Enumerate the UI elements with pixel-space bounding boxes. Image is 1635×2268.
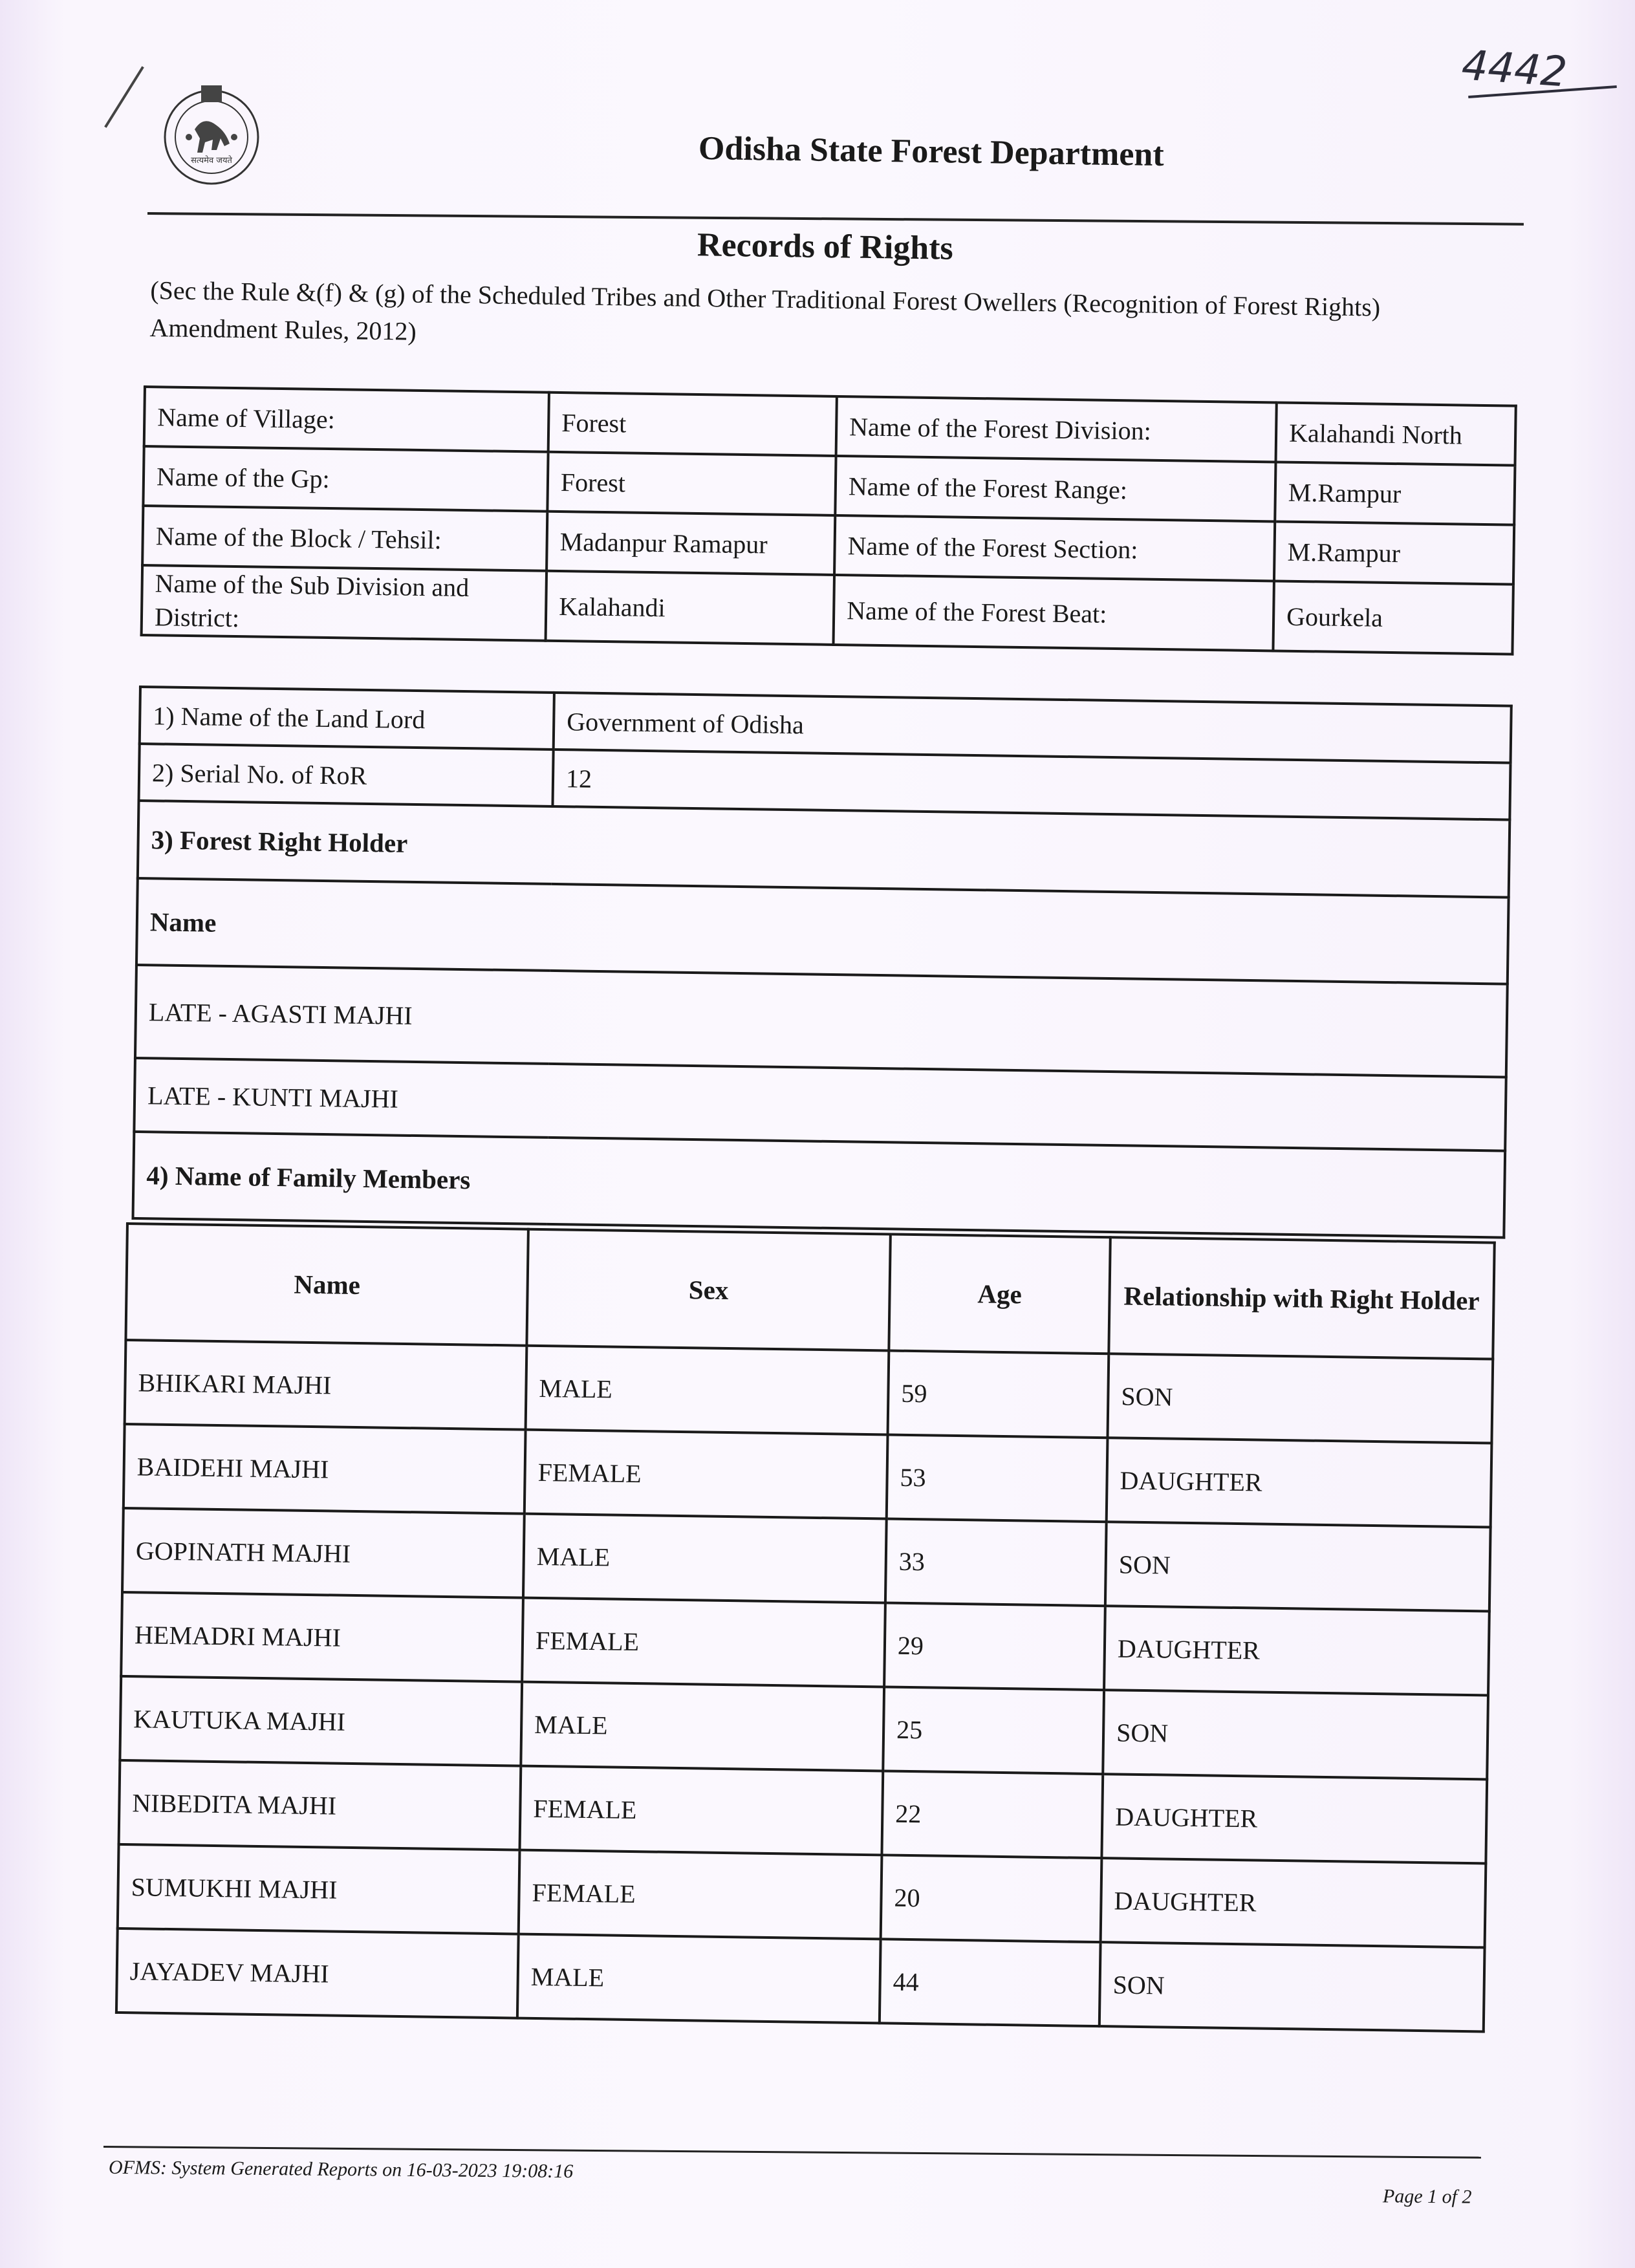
footer-rule: [103, 2146, 1481, 2159]
member-name: NIBEDITA MAJHI: [119, 1760, 521, 1850]
table-row: [133, 1132, 1505, 1238]
member-age: 59: [888, 1350, 1109, 1438]
member-sex: FEMALE: [525, 1430, 888, 1519]
member-sex: FEMALE: [520, 1766, 883, 1855]
member-name: BAIDEHI MAJHI: [124, 1424, 526, 1514]
rule-reference: (Sec the Rule &(f) & (g) of the Scheduled Tribes and Other Traditional Forest Owellers (Recognition of Forest Rights) Amendment Rules, 2012): [149, 275, 1381, 346]
column-header-sex: Sex: [526, 1229, 890, 1351]
member-age: 29: [884, 1603, 1105, 1690]
department-title: Odisha State Forest Department: [698, 129, 1165, 174]
name-heading: Name: [136, 878, 1509, 984]
forest-division-value: Kalahandi North: [1276, 402, 1516, 465]
land-lord-label: 1) Name of the Land Lord: [140, 687, 554, 750]
member-name: GOPINATH MAJHI: [122, 1508, 525, 1598]
village-value: Forest: [548, 393, 837, 456]
member-sex: MALE: [517, 1934, 881, 2024]
member-name: JAYADEV MAJHI: [116, 1928, 519, 2018]
member-name: HEMADRI MAJHI: [121, 1592, 523, 1682]
land-lord-value: Government of Odisha: [554, 693, 1511, 763]
right-holder-heading: 3) Forest Right Holder: [138, 801, 1510, 898]
family-table: [115, 1222, 1496, 2033]
member-relation: SON: [1103, 1690, 1488, 1779]
member-name: SUMUKHI MAJHI: [118, 1844, 520, 1934]
subdivision-value: Kalahandi: [546, 571, 834, 645]
forest-section-label: Name of the Forest Section:: [834, 515, 1275, 581]
member-relation: DAUGHTER: [1101, 1858, 1486, 1947]
member-sex: FEMALE: [519, 1850, 882, 1939]
member-relation: SON: [1099, 1942, 1485, 2031]
forest-range-value: M.Rampur: [1275, 462, 1515, 524]
table-header-row: [125, 1224, 1494, 1359]
handwritten-note: 4442: [1460, 41, 1569, 97]
block-label: Name of the Block / Tehsil:: [142, 506, 547, 571]
rights-table: [131, 686, 1512, 1239]
header-rule: [147, 212, 1524, 226]
member-age: 25: [883, 1687, 1104, 1774]
generated-timestamp: OFMS: System Generated Reports on 16-03-2023 19:08:16: [108, 2156, 574, 2183]
member-sex: MALE: [521, 1682, 884, 1771]
block-value: Madanpur Ramapur: [547, 512, 835, 575]
family-heading: 4) Name of Family Members: [133, 1132, 1505, 1238]
member-sex: MALE: [523, 1514, 887, 1603]
forest-section-value: M.Rampur: [1274, 521, 1514, 584]
forest-division-label: Name of the Forest Division:: [836, 396, 1277, 462]
pen-mark: [104, 66, 144, 127]
member-age: 44: [880, 1939, 1101, 2026]
serial-label: 2) Serial No. of RoR: [139, 744, 554, 806]
location-table: [140, 385, 1517, 656]
forest-range-label: Name of the Forest Range:: [835, 456, 1275, 521]
village-label: Name of Village:: [144, 387, 549, 452]
gp-label: Name of the Gp:: [143, 446, 548, 512]
forest-beat-label: Name of the Forest Beat:: [834, 575, 1274, 651]
member-relation: SON: [1107, 1354, 1493, 1443]
page-title: Records of Rights: [697, 226, 954, 267]
member-age: 33: [885, 1518, 1107, 1606]
member-age: 20: [881, 1855, 1102, 1942]
gp-value: Forest: [547, 452, 836, 515]
member-sex: MALE: [526, 1346, 889, 1435]
member-age: 22: [882, 1771, 1103, 1858]
column-header-age: Age: [889, 1235, 1110, 1354]
page-number: Page 1 of 2: [1382, 2185, 1472, 2208]
member-sex: FEMALE: [522, 1598, 885, 1687]
member-relation: DAUGHTER: [1107, 1438, 1492, 1527]
forest-beat-value: Gourkela: [1273, 581, 1513, 654]
column-header-relationship: Relationship with Right Holder: [1109, 1237, 1494, 1359]
emblem-text: सत्यमेव जयते: [191, 156, 232, 166]
column-header-name: Name: [125, 1224, 528, 1346]
member-name: BHIKARI MAJHI: [125, 1340, 527, 1430]
subdivision-label: Name of the Sub Division and District:: [142, 565, 547, 641]
member-relation: DAUGHTER: [1104, 1606, 1489, 1695]
serial-value: 12: [552, 750, 1510, 820]
member-name: KAUTUKA MAJHI: [120, 1676, 522, 1766]
odisha-emblem-icon: [158, 78, 265, 191]
member-age: 53: [887, 1434, 1108, 1522]
right-holder-name: LATE - KUNTI MAJHI: [134, 1058, 1506, 1151]
member-relation: DAUGHTER: [1101, 1774, 1487, 1863]
member-relation: SON: [1105, 1522, 1491, 1611]
right-holder-name: LATE - AGASTI MAJHI: [135, 965, 1508, 1077]
